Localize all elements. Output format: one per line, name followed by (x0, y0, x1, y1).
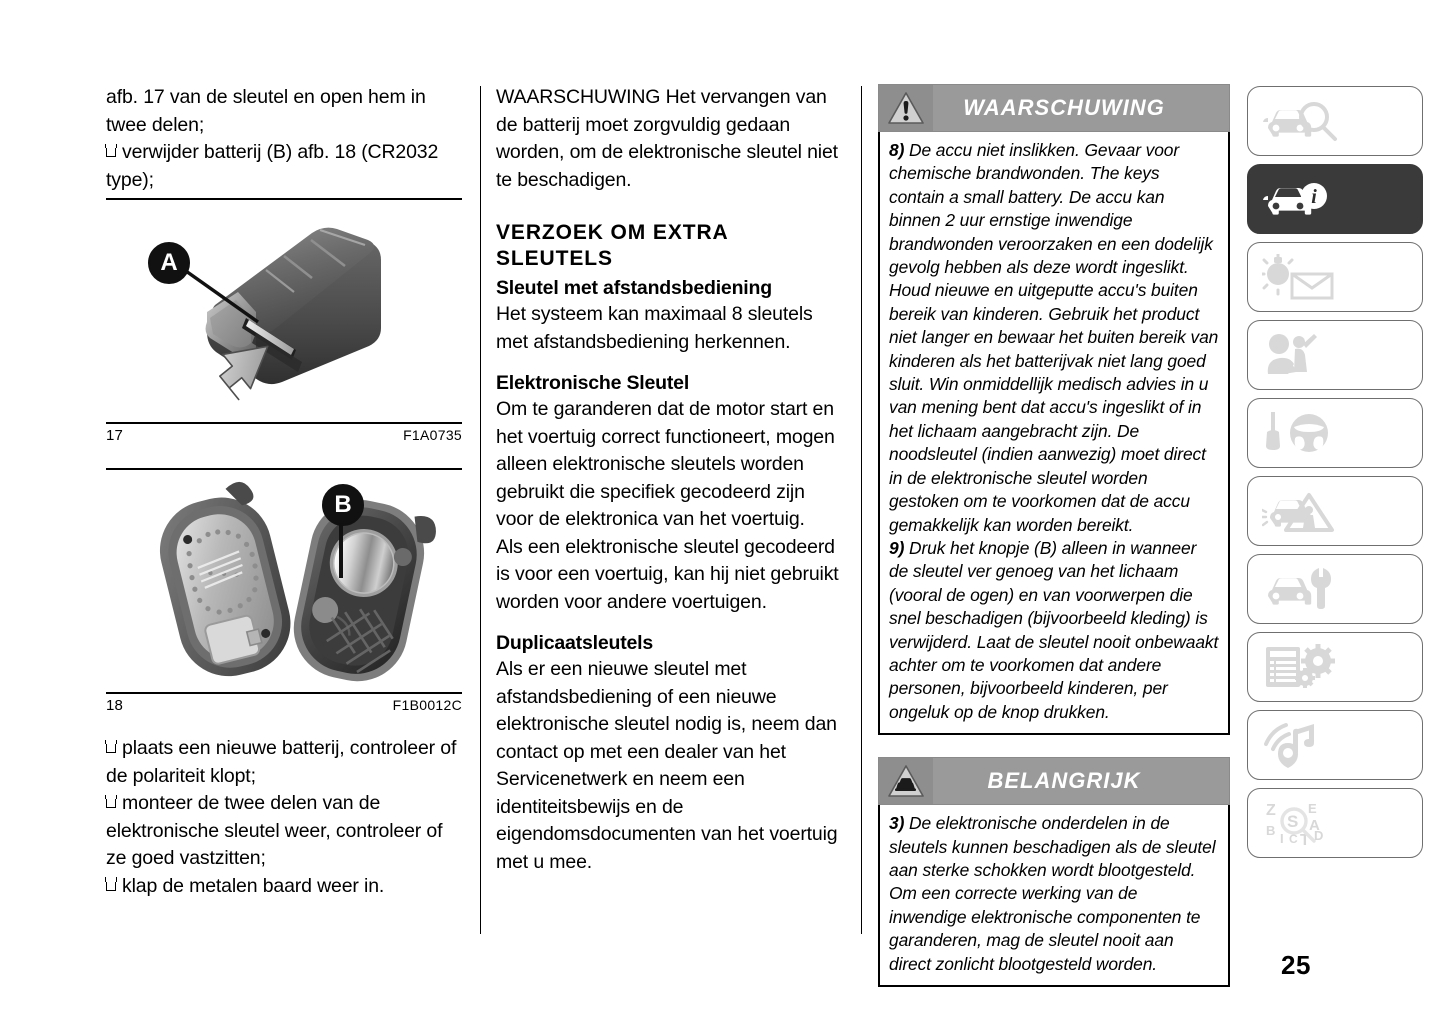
svg-text:i: i (1311, 186, 1317, 208)
column-one-intro (106, 84, 462, 194)
warning-notice-body (878, 132, 1230, 735)
important-notice-title: BELANGRIJK (987, 768, 1141, 794)
bullet-fold-blade (106, 873, 462, 901)
duplicate-keys-text: Als er een nieuwe sleutel met afstandsbediening of een nieuwe elektronische sleutel nodig is, neem dan contact op met een dealer van het Servicenetwerk en neem een identiteitsbewijs en de eigendomsdocumenten van het voertuig met u mee. (496, 658, 838, 873)
bullet-reassemble (106, 790, 462, 873)
index-letter-s: S (1287, 812, 1299, 831)
intro-line-2: twee delen; (106, 113, 205, 136)
bullet-remove-battery-text: verwijder batterij (B) afb. 18 (CR2032 type); (106, 141, 439, 191)
sidebar-item-alphabetical-index[interactable] (1247, 788, 1423, 858)
car-info-icon (1262, 176, 1340, 222)
important-item-3 (889, 812, 1219, 976)
sidebar-item-starting-driving[interactable] (1247, 398, 1423, 468)
column-divider-1 (480, 86, 481, 934)
bullet-remove-battery (106, 139, 462, 194)
car-warning-triangle-icon (879, 758, 933, 804)
index-letter-e: E (1308, 801, 1317, 816)
index-letter-t: T (1300, 832, 1310, 847)
opened-key-drawing (106, 470, 462, 692)
sidebar-item-car-info[interactable] (1247, 164, 1423, 234)
figure-17 (106, 198, 462, 444)
figure-17-number: 17 (106, 427, 124, 444)
index-letter-c: C (1289, 832, 1298, 846)
index-letter-b: B (1266, 823, 1276, 838)
important-notice (878, 757, 1230, 987)
subheading-electronic-key: Elektronische Sleutel (496, 372, 690, 394)
bullet-fold-blade-text: klap de metalen baard weer in. (122, 874, 385, 897)
warning-notice (878, 84, 1230, 735)
column-divider-2 (861, 86, 862, 934)
intro-line-1: afb. 17 van de sleutel en open hem in (106, 86, 426, 108)
warning-item-9-text: Druk het knopje (B) alleen in wanneer de sleutel ver genoeg van het lichaam (vooral de ogen) en van voorwerpen die snel beschadigen (bijvoorbeeld kleding) is verwijderd. Laat de sleutel nooit onbewaakt achter om te voorkomen dat andere personen, bijvoorbeeld kinderen, per ongeluk op de knop drukken. (889, 537, 1219, 722)
warning-item-8-text: De accu niet inslikken. Gevaar voor chemische brandwonden. The keys contain a small battery. De accu kan binnen 2 uur ernstige inwendige brandwonden veroorzaken en een dodelijk gevolg hebben als deze wordt ingeslikt. Houd nieuwe en uitgeputte accu's buiten bereik van kinderen. Gebruik het product niet langer en bewaar het buiten bereik van kinderen als het batterijvak niet lang goed sluit. Win onmiddellijk medisch advies in u van mening bent dat accu's ingeslikt of in het lichaam aangebracht zijn. De noodsleutel (indien aanwezig) moet direct in de elektronische sleutel worden gestoken om te voorkomen dat de accu gemakkelijk kan worden bereikt. (889, 140, 1219, 535)
electronic-key-text-2: Als een elektronische sleutel gecodeerd is voor een voertuig, kan hij niet gebruikt worden voor andere voertuigen. (496, 535, 839, 613)
sidebar-item-multimedia[interactable] (1247, 710, 1423, 780)
car-magnifier-icon (1262, 98, 1340, 144)
bullet-square-icon (106, 798, 116, 808)
sidebar-item-warning-lights[interactable] (1247, 242, 1423, 312)
column-one-bullets (106, 735, 462, 900)
key-steering-wheel-icon (1262, 410, 1340, 456)
bullet-square-icon (106, 881, 116, 891)
warning-notice-header (878, 84, 1230, 132)
column-one (106, 84, 462, 194)
figure-17-callout-a: A (148, 242, 190, 284)
figure-18-callout-b: B (322, 484, 364, 526)
emergency-breakdown-icon (1262, 488, 1340, 534)
figure-18-code: F1B0012C (392, 697, 462, 713)
bullet-new-battery-text: plaats een nieuwe batterij, controleer of de polariteit klopt; (106, 737, 457, 787)
sidebar-item-emergency[interactable] (1247, 476, 1423, 546)
dashboard-warning-lights-icon (1262, 254, 1340, 300)
bullet-reassemble-text: monteer de twee delen van de elektronische sleutel weer, controleer of ze goed vastzitten; (106, 792, 443, 869)
warning-item-8 (889, 139, 1219, 537)
figure-18-number: 18 (106, 697, 124, 714)
bullet-new-battery (106, 735, 462, 790)
sidebar-item-technical-specs[interactable] (1247, 632, 1423, 702)
key-fob-drawing (106, 200, 462, 422)
technical-specifications-icon (1262, 644, 1340, 690)
warning-notice-title: WAARSCHUWING (963, 95, 1165, 120)
figure-18-caption (106, 694, 462, 714)
warning-intro-paragraph: WAARSCHUWING Het vervangen van de batterij moet zorgvuldig gedaan worden, om de elektronische sleutel niet te beschadigen. (496, 86, 838, 191)
subheading-duplicate-keys: Duplicaatsleutels (496, 632, 653, 654)
warning-item-9-number: 9) (889, 537, 905, 558)
multimedia-navigation-icon (1262, 722, 1340, 768)
remote-key-text: Het systeem kan maximaal 8 sleutels met afstandsbediening herkennen. (496, 303, 813, 353)
index-letter-a: A (1309, 817, 1320, 834)
sidebar-item-safety[interactable] (1247, 320, 1423, 390)
column-three (878, 84, 1230, 987)
page-number: 25 (1281, 950, 1311, 980)
important-item-3-number: 3) (889, 813, 905, 834)
alphabetical-index-icon (1262, 799, 1372, 847)
figure-18 (106, 468, 462, 714)
chapter-tabs-sidebar (1247, 86, 1423, 866)
bullet-square-icon (106, 743, 116, 753)
electronic-key-text-1: Om te garanderen dat de motor start en het voertuig correct functioneert, mogen alleen elektronische sleutels worden gebruikt die specifiek gecodeerd zijn voor de elektronica van het voertuig. (496, 398, 835, 530)
important-notice-body (878, 805, 1230, 987)
column-two (496, 84, 844, 876)
figure-17-code: F1A0735 (403, 427, 462, 443)
airbag-safety-icon (1262, 332, 1340, 378)
sidebar-item-car-overview[interactable] (1247, 86, 1423, 156)
figure-17-illustration (106, 200, 462, 422)
warning-item-8-number: 8) (889, 140, 905, 160)
warning-triangle-icon (879, 85, 933, 131)
index-letter-d: D (1314, 828, 1324, 843)
subheading-remote-key: Sleutel met afstandsbediening (496, 277, 772, 299)
figure-17-caption (106, 424, 462, 444)
bullet-square-icon (106, 147, 116, 157)
index-letter-i: I (1280, 831, 1284, 846)
important-notice-header (878, 757, 1230, 805)
important-item-3-text: De elektronische onderdelen in de sleutels kunnen beschadigen als de sleutel aan sterke schokken wordt blootgesteld. Om een correcte werking van de inwendige elektronische componenten te garanderen, mag de sleutel nooit aan direct zonlicht blootgesteld worden. (889, 813, 1216, 974)
section-heading-extra-keys: VERZOEK OM EXTRA SLEUTELS (496, 221, 728, 270)
index-letter-z: Z (1266, 802, 1276, 819)
figure-18-illustration (106, 470, 462, 692)
sidebar-item-maintenance[interactable] (1247, 554, 1423, 624)
warning-item-9 (889, 537, 1219, 724)
car-maintenance-wrench-icon (1262, 566, 1340, 612)
